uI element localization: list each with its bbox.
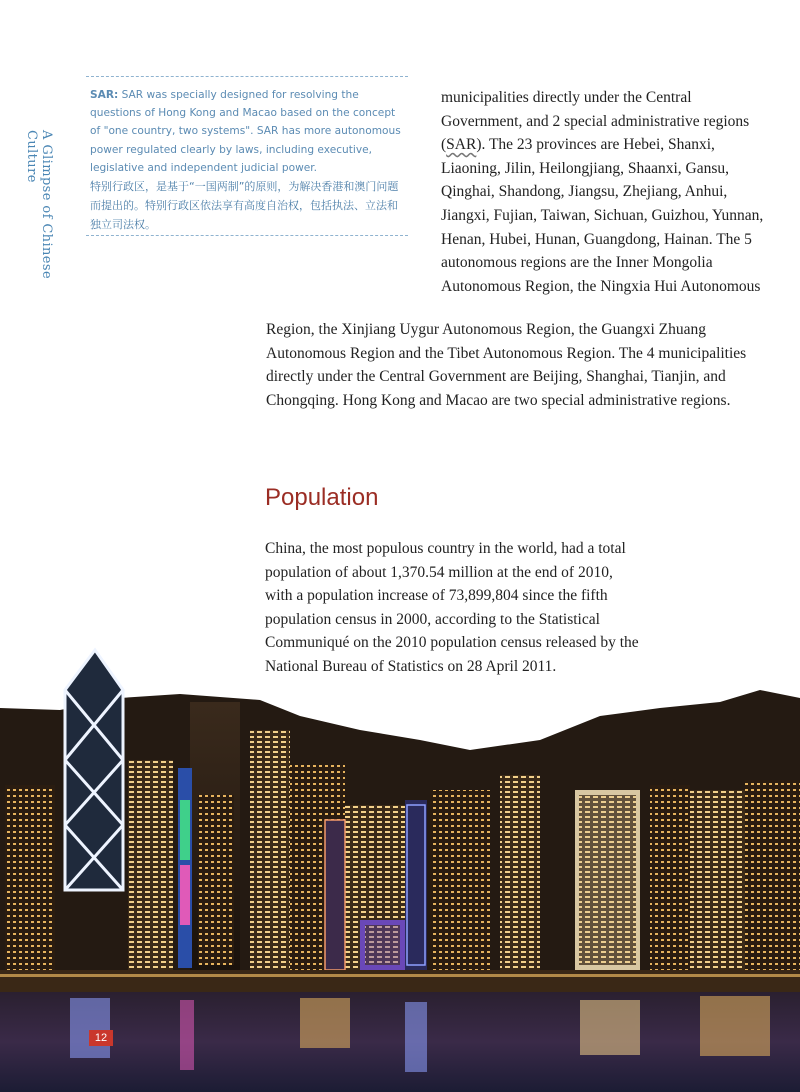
note-text-english: SAR was specially designed for resolving the questions of Hong Kong and Macao based on the concept of "one country, two systems". SAR has more autonomous power regulated clearly by laws, including executive, legislative and independent judicial power.	[90, 89, 401, 174]
population-heading: Population	[265, 484, 379, 511]
body-column-narrow	[441, 86, 771, 298]
sar-abbreviation: SAR	[446, 136, 477, 154]
provinces-text: ). The 23 provinces are Hebei, Shanxi, Liaoning, Jilin, Heilongjiang, Shaanxi, Gansu, Qinghai, Shandong, Jiangsu, Zhejiang, Anhui, Jiangxi, Fujian, Taiwan, Sichuan, Guizhou, Yunnan, Henan, Hubei, Hunan, Guangdong, Hainan. The 5 autonomous regions are the Inner Mongolia Autonomous Region, the Ningxia Hui Autonomous	[441, 136, 764, 295]
book-title-vertical: A Glimpse of Chinese Culture	[24, 130, 54, 280]
note-term: SAR:	[90, 89, 119, 101]
hong-kong-skyline-photo	[0, 590, 800, 1092]
note-text-chinese: 特别行政区，是基于“一国两制”的原则，为解决香港和澳门问题而提出的。特别行政区依法享有高度自治权，包括执法、立法和独立司法权。	[90, 180, 399, 232]
intro-text: municipalities directly under the Central Government, and 2 special administrative regions (	[441, 89, 750, 154]
paragraph-provinces	[441, 86, 771, 298]
paragraph-continued: Region, the Xinjiang Uygur Autonomous Region, the Guangxi Zhuang Autonomous Region and the Tibet Autonomous Region. The 4 municipalities directly under the Central Government are Beijing, Shanghai, Tianjin, and Chongqing. Hong Kong and Macao are two special administrative regions.	[266, 321, 747, 409]
sar-note-box	[86, 76, 408, 236]
body-column-wide	[266, 318, 766, 412]
page-number-badge: 12	[89, 1030, 113, 1046]
population-paragraph: China, the most populous country in the world, had a total population of about 1,370.54 million at the end of 2010, with a population increase of 73,899,804 since the fifth population census in 2000, according to the Statistical Communiqué on the 2010 population census released by the National Bureau of Statistics on 28 April 2011.	[265, 540, 639, 675]
